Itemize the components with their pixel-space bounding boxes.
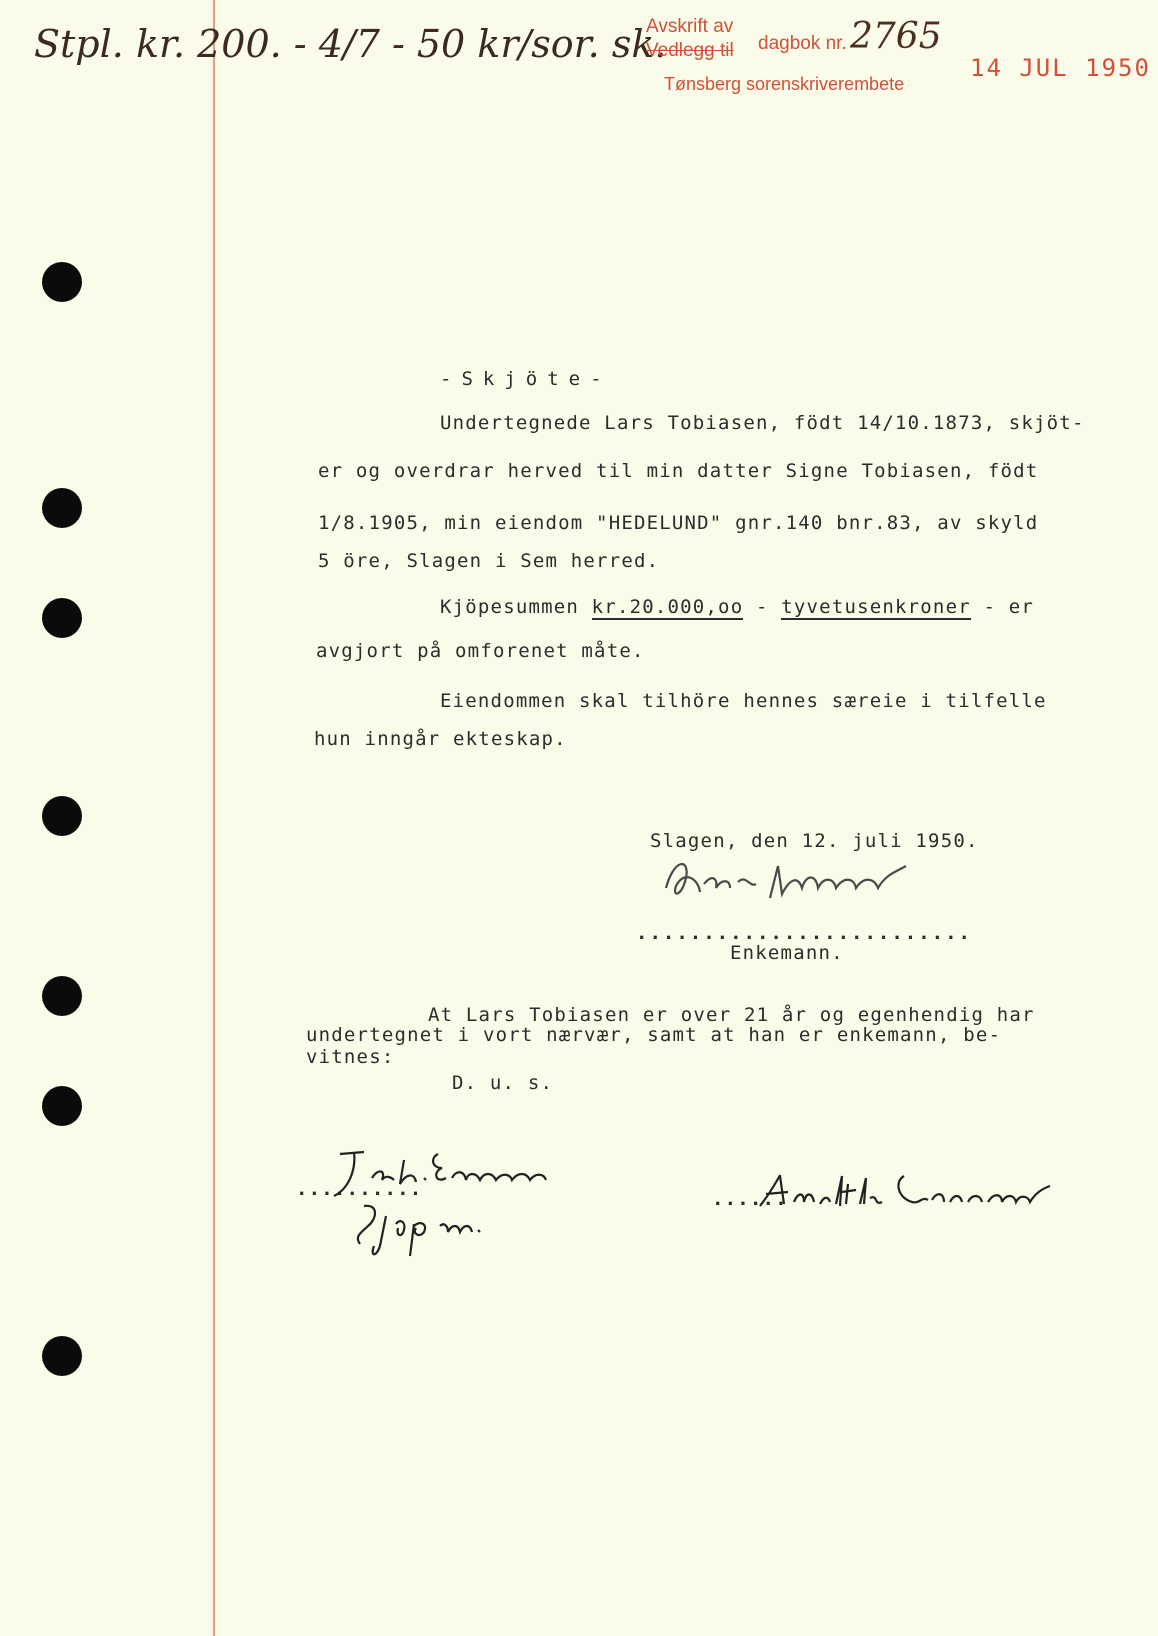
binder-hole [42, 598, 82, 638]
body-line: hun inngår ekteskap. [314, 728, 567, 750]
purchase-amount: kr.20.000,oo [591, 596, 744, 618]
witness1-dots: .......... [296, 1178, 423, 1200]
stamp-dagbok-number: 2765 [850, 16, 942, 57]
body-line: avgjort på omforenet måte. [316, 640, 645, 662]
binder-hole [42, 488, 82, 528]
body-line [440, 596, 1034, 618]
body-line: er og overdrar herved til min datter Signe Tobiasen, födt [318, 460, 1039, 482]
body-line: Undertegnede Lars Tobiasen, födt 14/10.1873, skjöt- [440, 412, 1085, 434]
body-line: 5 öre, Slagen i Sem herred. [318, 550, 660, 572]
binder-hole [42, 1336, 82, 1376]
body-line: 1/8.1905, min eiendom "HEDELUND" gnr.140 bnr.83, av skyld [318, 512, 1039, 534]
dash: - [755, 596, 769, 618]
witness1-title [358, 1248, 362, 1249]
stamp-avskrift: Avskrift av [646, 16, 734, 37]
signer-title: Enkemann. [730, 942, 844, 964]
stamp-dagbok-label: dagbok nr. [758, 33, 847, 54]
document-title: -Skjöte- [440, 368, 612, 390]
stamp-vedlegg: Vedlegg til [646, 40, 734, 61]
signature-dots: ......................... [636, 922, 972, 944]
witness2-signature [754, 1168, 1094, 1218]
witness2-dots: ...... [712, 1188, 788, 1210]
witness-line: vitnes: [306, 1046, 395, 1068]
purchase-amount-words: tyvetusenkroner [781, 596, 971, 618]
body-line: Eiendommen skal tilhöre hennes særeie i tilfelle [440, 690, 1047, 712]
place-date: Slagen, den 12. juli 1950. [650, 830, 979, 852]
purchase-sum-label: Kjöpesummen [440, 596, 580, 618]
stamp-duty-note: Stpl. kr. 200. - 4/7 - 50 kr/sor. sk. [34, 22, 667, 66]
dus-mark: D. u. s. [452, 1072, 554, 1094]
red-margin-line [213, 0, 215, 1636]
binder-hole [42, 976, 82, 1016]
witness1-title-handwritten [340, 1196, 560, 1266]
binder-hole [42, 262, 82, 302]
seller-signature [660, 848, 920, 910]
witness-line: undertegnet i vort nærvær, samt at han er enkemann, be- [306, 1024, 1002, 1046]
purchase-line-end: - er [983, 596, 1035, 618]
stamp-date: 14 JUL 1950 [970, 54, 1151, 82]
stamp-office: Tønsberg sorenskriverembete [664, 74, 905, 94]
witness-line: At Lars Tobiasen er over 21 år og egenhendig har [428, 1004, 1035, 1026]
binder-hole [42, 1086, 82, 1126]
binder-hole [42, 796, 82, 836]
